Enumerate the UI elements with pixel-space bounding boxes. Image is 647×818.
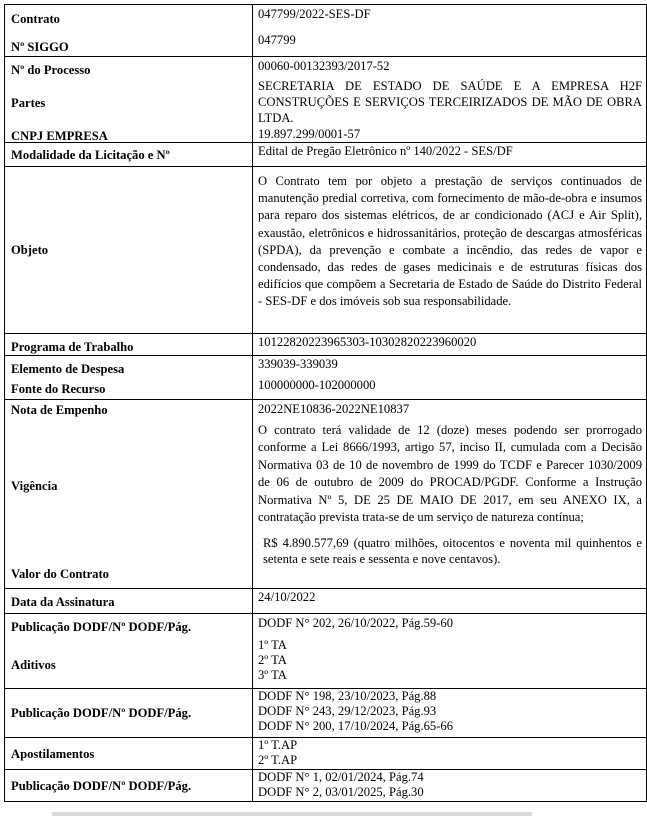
label-vigencia: Vigência <box>11 479 58 493</box>
value-valor: R$ 4.890.577,69 (quatro milhões, oitocentos e noventa mil quinhentos e setenta e sete reais e sessenta e nove centavos). <box>263 536 642 567</box>
cell-label-programa <box>5 334 253 356</box>
aditivo-item: 1º TA <box>258 638 287 652</box>
page-bottom-strip <box>52 812 532 816</box>
contract-summary-sheet <box>4 4 644 802</box>
publicacao-item: DODF N° 198, 23/10/2023, Pág.88 <box>258 689 437 703</box>
cell-value-empenho-vigencia-valor <box>253 400 647 589</box>
cell-value-publicacao1-aditivos <box>253 614 647 689</box>
aditivo-item: 3º TA <box>258 668 287 682</box>
cell-value-processo-partes-cnpj <box>253 57 647 143</box>
cell-label-publicacao1-aditivos <box>5 614 253 689</box>
apostilamento-item: 2º T.AP <box>258 753 298 767</box>
publicacao-item: DODF N° 243, 29/12/2023, Pág.93 <box>258 704 437 718</box>
value-contrato: 047799/2022-SES-DF <box>258 7 371 21</box>
label-processo: Nº do Processo <box>11 63 91 77</box>
value-programa: 10122820223965303-10302820223960020 <box>258 335 477 349</box>
cell-label-publicacao3 <box>5 770 253 802</box>
value-modalidade: Edital de Pregão Eletrônico nº 140/2022 - SES/DF <box>258 144 513 158</box>
row-processo-partes-cnpj <box>5 57 647 143</box>
contract-table <box>4 4 647 802</box>
cell-label-empenho-vigencia-valor <box>5 400 253 589</box>
label-elemento: Elemento de Despesa <box>11 362 125 376</box>
row-empenho-vigencia-valor <box>5 400 647 589</box>
cell-value-publicacao3 <box>253 770 647 802</box>
label-objeto: Objeto <box>11 243 49 257</box>
cell-label-assinatura <box>5 589 253 614</box>
value-processo: 00060-00132393/2017-52 <box>258 59 390 73</box>
cell-label-apostilamentos <box>5 738 253 770</box>
value-objeto: O Contrato tem por objeto a prestação de serviços continuados de manutenção predial corretiva, com fornecimento de mão-de-obra e insumos para reparo dos sistemas elétricos, de ar condicionado (ACJ e Air Split), exaustão, eletrônicos e hidrossanitários, proteção de descargas atmosféricas (SPDA), da prevenção e combate a incêndio, das redes de vapor e condensado, das redes de gases medicinais e de estruturas físicas dos edifícios que compõem a Secretaria de Estado de Saúde do Distrito Federal - SES-DF e dos imóveis sob sua responsabilidade. <box>258 174 642 309</box>
label-publicacao3: Publicação DODF/Nº DODF/Pág. <box>11 778 192 793</box>
value-assinatura: 24/10/2022 <box>258 590 316 604</box>
value-empenho: 2022NE10836-2022NE10837 <box>258 402 410 416</box>
row-publicacao3 <box>5 770 647 802</box>
cell-value-assinatura <box>253 589 647 614</box>
value-vigencia: O contrato terá validade de 12 (doze) meses podendo ser prorrogado conforme a Lei 8666/1993, artigo 57, inciso II, cumulada com a Decisão Normativa 03 de 10 de novembro de 1999 do TCDF e Parecer 1030/2009 de 06 de outubro de 2009 do PROCAD/PGDF. Conforme a Instrução Normativa Nº 5, DE 25 DE MAIO DE 2017, em seu ANEXO IX, a contratação prevista trata-se de um serviço de natureza contínua; <box>258 423 642 525</box>
label-valor: Valor do Contrato <box>11 567 109 581</box>
row-modalidade <box>5 143 647 167</box>
cell-value-objeto <box>253 167 647 334</box>
value-fonte: 100000000-102000000 <box>258 378 376 392</box>
publicacao-item: DODF N° 1, 02/01/2024, Pág.74 <box>258 770 424 784</box>
aditivo-item: 2º TA <box>258 653 287 667</box>
cell-value-programa <box>253 334 647 356</box>
cell-label-publicacao2 <box>5 689 253 738</box>
cell-value-modalidade <box>253 143 647 167</box>
value-siggo: 047799 <box>258 33 296 47</box>
row-objeto <box>5 167 647 334</box>
value-cnpj: 19.897.299/0001-57 <box>258 127 361 141</box>
row-publicacao1-aditivos <box>5 614 647 689</box>
cell-label-modalidade <box>5 143 253 167</box>
publicacao-item: DODF N° 200, 17/10/2024, Pág.65-66 <box>258 719 453 733</box>
label-publicacao2: Publicação DODF/Nº DODF/Pág. <box>11 706 192 720</box>
aditivos-list <box>253 631 646 683</box>
label-programa: Programa de Trabalho <box>11 340 134 354</box>
row-elemento-fonte <box>5 356 647 400</box>
label-cnpj: CNPJ EMPRESA <box>11 129 108 143</box>
label-aditivos: Aditivos <box>11 658 56 672</box>
value-partes: SECRETARIA DE ESTADO DE SAÚDE E A EMPRESA H2F CONSTRUÇÕES E SERVIÇOS TERCEIRIZADOS DE MÃO DE OBRA LTDA. <box>258 79 642 125</box>
apostilamentos-list <box>253 738 646 768</box>
row-apostilamentos <box>5 738 647 770</box>
label-modalidade: Modalidade da Licitação e Nº <box>11 148 170 162</box>
row-publicacao2 <box>5 689 647 738</box>
publicacao3-list <box>253 770 646 800</box>
publicacao-item: DODF N° 2, 03/01/2025, Pág.30 <box>258 785 424 799</box>
value-publicacao1: DODF N° 202, 26/10/2022, Pág.59-60 <box>258 616 453 630</box>
label-empenho: Nota de Empenho <box>11 403 108 417</box>
cell-label-contrato-siggo <box>5 5 253 57</box>
cell-value-elemento-fonte <box>253 356 647 400</box>
label-publicacao1: Publicação DODF/Nº DODF/Pág. <box>11 620 192 634</box>
row-assinatura <box>5 589 647 614</box>
label-partes: Partes <box>11 96 46 110</box>
cell-value-publicacao2 <box>253 689 647 738</box>
row-programa <box>5 334 647 356</box>
value-elemento: 339039-339039 <box>258 357 338 371</box>
label-assinatura: Data da Assinatura <box>11 595 115 609</box>
label-contrato: Contrato <box>11 12 60 26</box>
cell-label-elemento-fonte <box>5 356 253 400</box>
row-contrato-siggo <box>5 5 647 57</box>
cell-value-apostilamentos <box>253 738 647 770</box>
publicacao2-list <box>253 689 646 734</box>
apostilamento-item: 1º T.AP <box>258 738 298 752</box>
label-apostilamentos: Apostilamentos <box>11 746 95 761</box>
label-siggo: Nº SIGGO <box>11 40 69 54</box>
cell-label-objeto <box>5 167 253 334</box>
cell-label-processo-partes-cnpj <box>5 57 253 143</box>
cell-value-contrato-siggo <box>253 5 647 57</box>
label-fonte: Fonte do Recurso <box>11 382 106 396</box>
